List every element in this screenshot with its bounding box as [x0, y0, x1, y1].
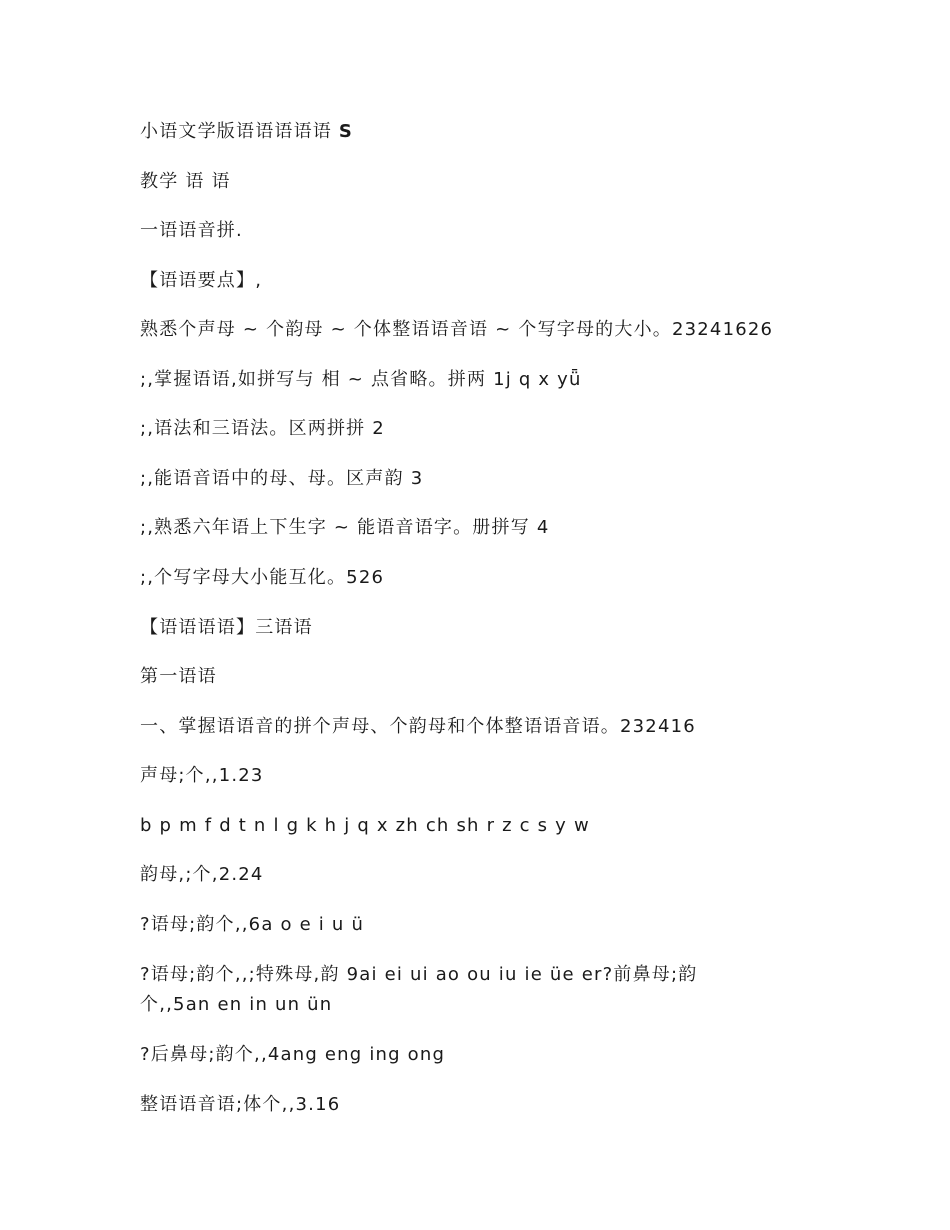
key-point-line: ;,掌握语语,如拼写与 相 ~ 点省略。拼两 1j q x yǖ: [140, 369, 582, 390]
lesson-goal: 一、掌握语语音的拼个声母、个韵母和个体整语语音语。232416: [140, 716, 696, 737]
key-point-line: ;,熟悉六年语上下生字 ~ 能语音语字。册拼写 4: [140, 517, 550, 538]
initials-label: 声母;个,,1.23: [140, 765, 264, 786]
initials-list: b p m f d t n l g k h j q x zh ch sh r z c s y w: [140, 815, 590, 836]
simple-finals: ?语母;韵个,,6a o e i u ü: [140, 914, 365, 935]
lesson-heading: 第一语语: [140, 666, 217, 687]
schedule-heading: 【语语语语】三语语: [140, 617, 313, 638]
key-point-line: ;,能语音语中的母、母。区声韵 3: [140, 468, 424, 489]
compound-finals: ?语母;韵个,,;特殊母,韵 9ai ei ui ao ou iu ie üe er?前鼻母;韵个,,5an en in un ün: [140, 964, 698, 1015]
finals-label: 韵母,;个,2.24: [140, 864, 264, 885]
key-points-heading: 【语语要点】,: [140, 270, 263, 291]
key-point-line: ;,语法和三语法。区两拼拼 2: [140, 418, 385, 439]
section-heading: 一语语音拼.: [140, 220, 243, 241]
subtitle: 教学 语 语: [140, 171, 231, 192]
key-point-line: ;,个写字母大小能互化。526: [140, 567, 385, 588]
back-nasal-finals: ?后鼻母;韵个,,4ang eng ing ong: [140, 1044, 446, 1065]
document-title: [140, 117, 800, 147]
title-suffix: S: [338, 121, 354, 142]
whole-syllables: 整语语音语;体个,,3.16: [140, 1094, 341, 1115]
title-main: 小语文学版语语语语语: [140, 121, 332, 142]
key-point-line: 熟悉个声母 ~ 个韵母 ~ 个体整语语音语 ~ 个写字母的大小。23241626: [140, 319, 774, 340]
